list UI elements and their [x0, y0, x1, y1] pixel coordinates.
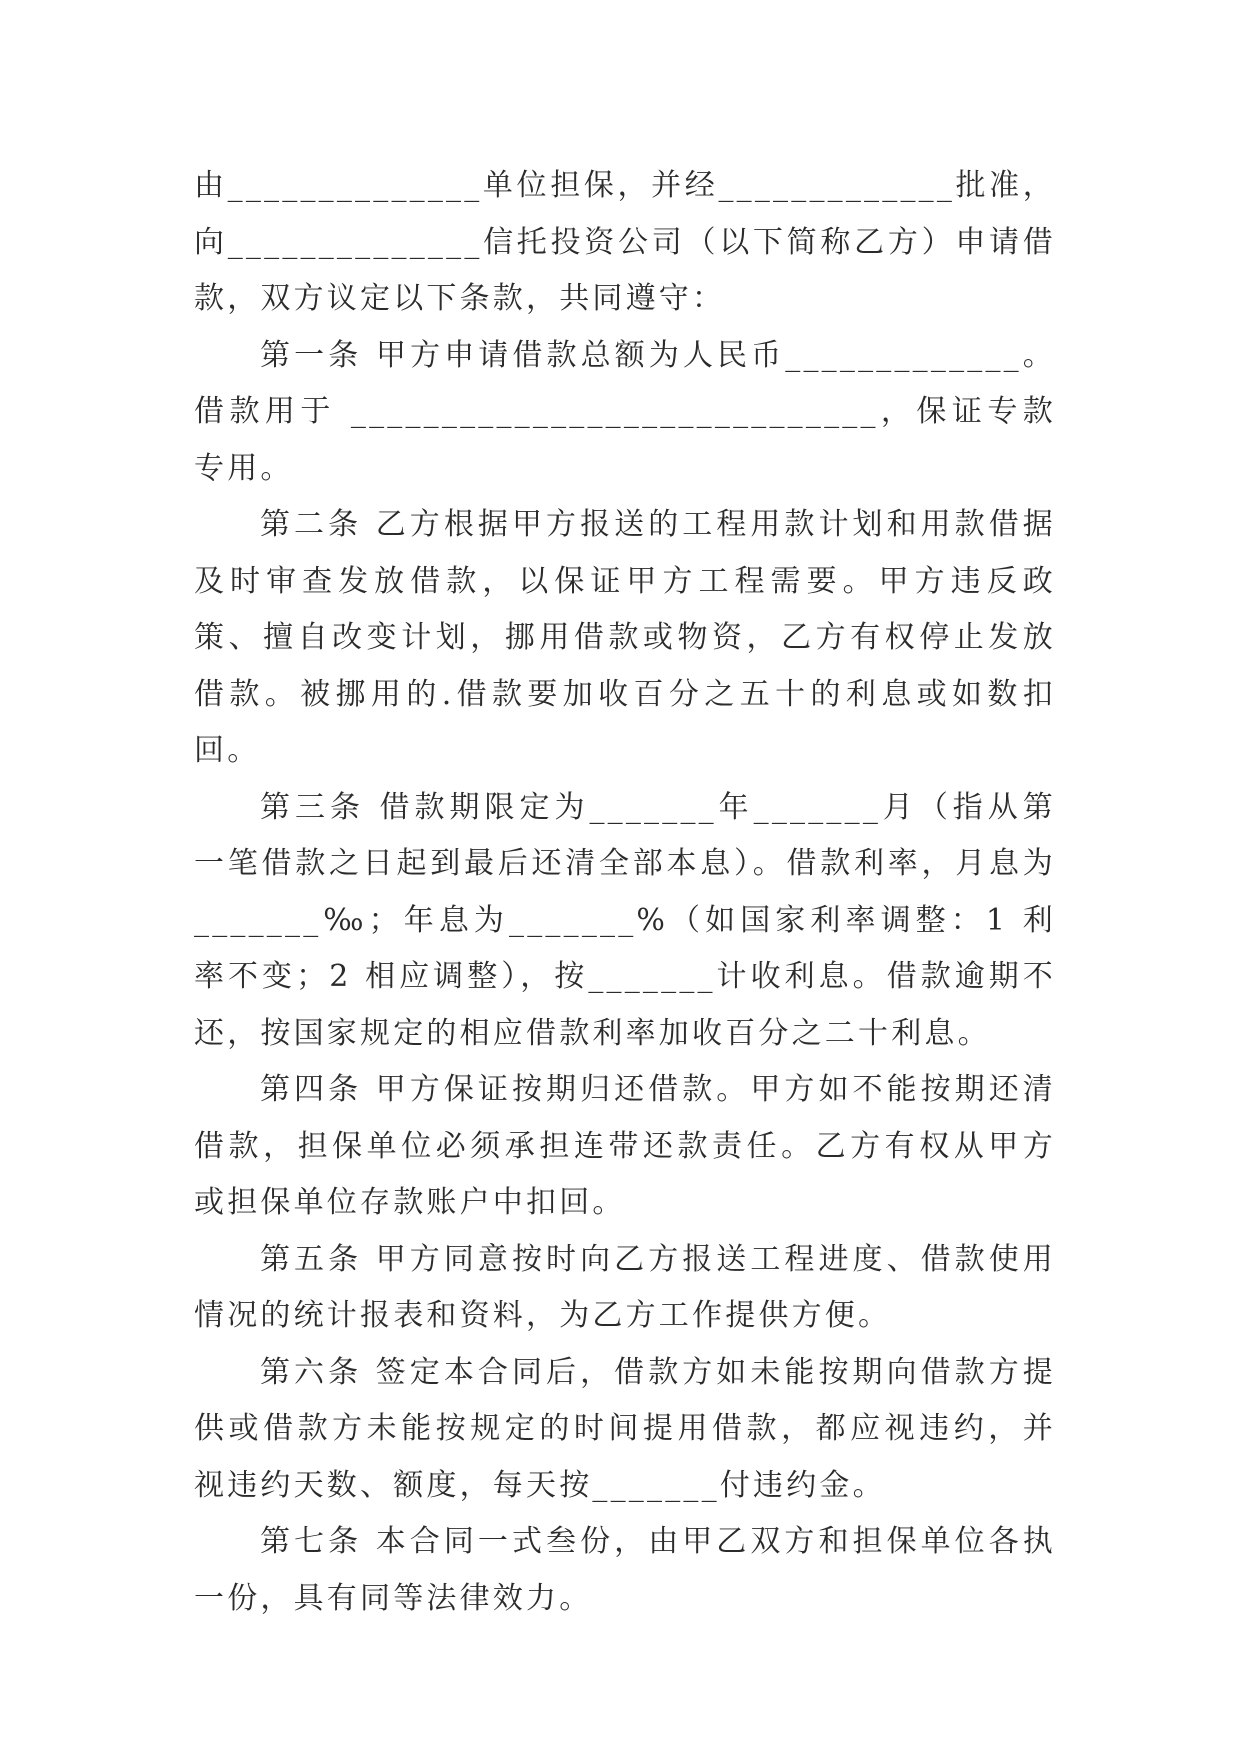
article-1-paragraph: 第一条 甲方申请借款总额为人民币_____________。借款用于 _____________________________，保证专款专用。	[194, 337, 1056, 486]
article-6-paragraph: 第六条 签定本合同后，借款方如未能按期向借款方提供或借款方未能按规定的时间提用借款，都应视违约，并视违约天数、额度，每天按_______付违约金。	[194, 1354, 1056, 1503]
article-3-paragraph: 第三条 借款期限定为_______年_______月（指从第一笔借款之日起到最后还清全部本息）。借款利率，月息为_______‰；年息为_______%（如国家利率调整：1 利率不变；2 相应调整），按_______计收利息。借款逾期不还，按国家规定的相应借款利率加收百分之二十利息。	[194, 789, 1056, 1051]
article-7-paragraph: 第七条 本合同一式叁份，由甲乙双方和担保单位各执一份，具有同等法律效力。	[194, 1524, 1056, 1616]
intro-paragraph: 由______________单位担保，并经_____________批准，向______________信托投资公司（以下简称乙方）申请借款，双方议定以下条款，共同遵守：	[194, 168, 1056, 316]
article-5-paragraph: 第五条 甲方同意按时向乙方报送工程进度、借款使用情况的统计报表和资料，为乙方工作提供方便。	[194, 1241, 1056, 1333]
contract-body	[194, 158, 1056, 1627]
article-2-paragraph: 第二条 乙方根据甲方报送的工程用款计划和用款借据及时审查发放借款，以保证甲方工程需要。甲方违反政策、擅自改变计划，挪用借款或物资，乙方有权停止发放借款。被挪用的.借款要加收百分之五十的利息或如数扣回。	[194, 507, 1056, 768]
article-4-paragraph: 第四条 甲方保证按期归还借款。甲方如不能按期还清借款，担保单位必须承担连带还款责任。乙方有权从甲方或担保单位存款账户中扣回。	[194, 1072, 1056, 1220]
